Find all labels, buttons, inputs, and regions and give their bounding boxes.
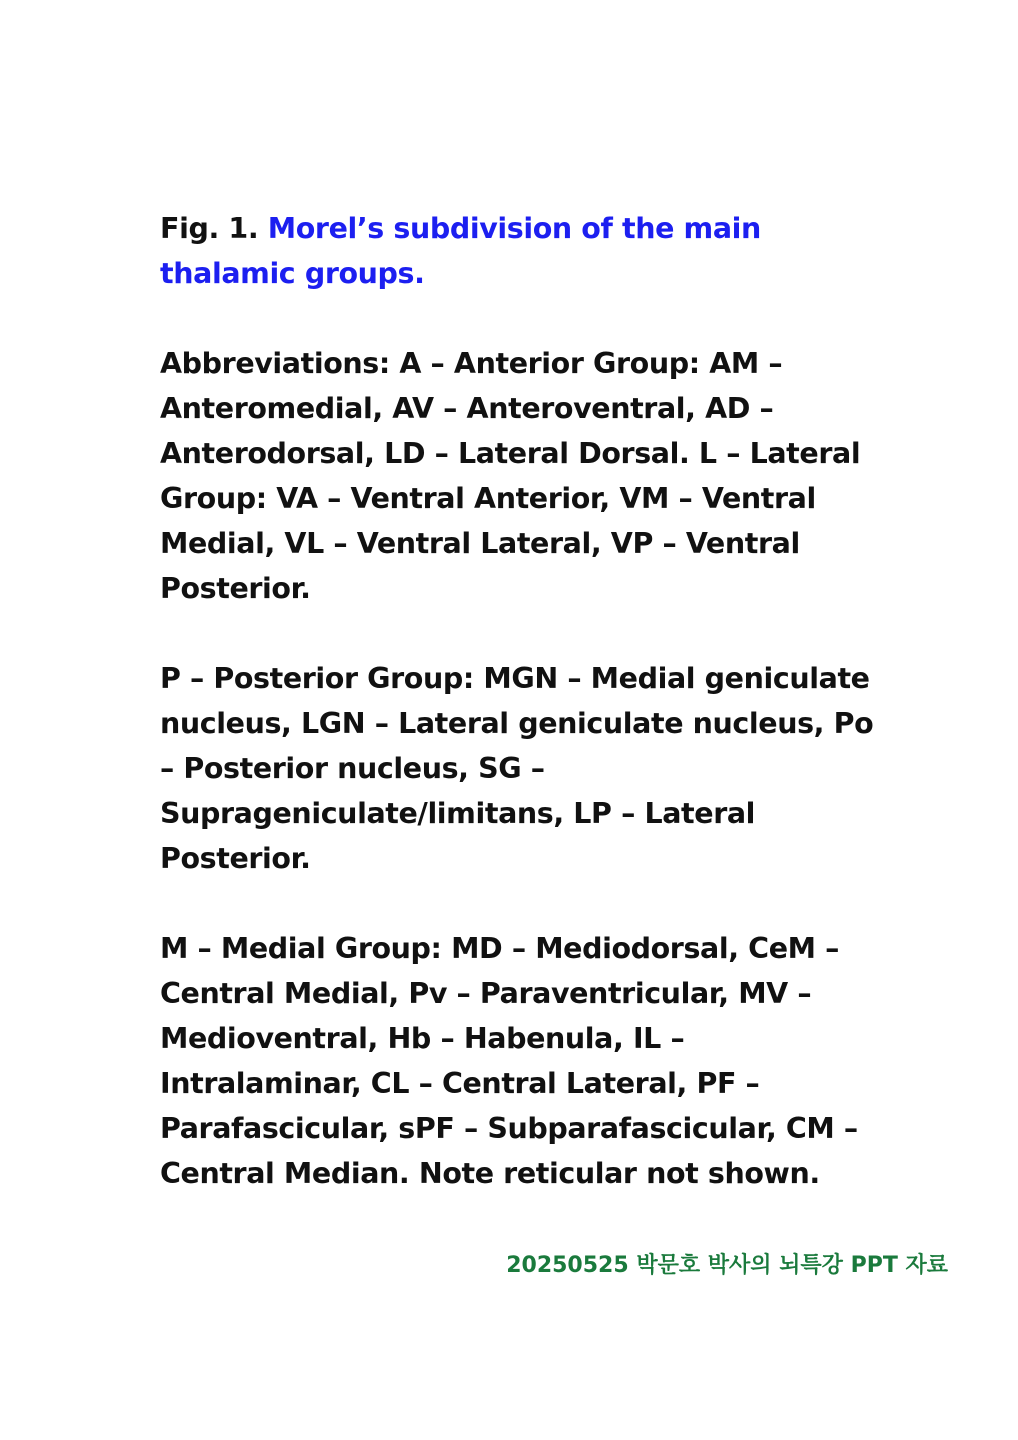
figure-caption: Morel’s subdivision of the main thalamic groups. bbox=[160, 212, 761, 290]
abbreviations-anterior-lateral: Abbreviations: A – Anterior Group: AM – Anteromedial, AV – Anteroventral, AD – Anterodorsal, LD – Lateral Dorsal. L – Lateral Group: VA – Ventral Anterior, VM – Ventral Medial, VL – Ventral Lateral, VP – Ventral Posterior. bbox=[160, 347, 861, 605]
source-footer: 20250525 박문호 박사의 뇌특강 PPT 자료 bbox=[506, 1253, 948, 1278]
abbreviations-posterior: P – Posterior Group: MGN – Medial geniculate nucleus, LGN – Lateral geniculate nucleus, Po – Posterior nucleus, SG – Suprageniculate/limitans, LP – Lateral Posterior. bbox=[160, 662, 874, 875]
figure-label: Fig. 1. bbox=[160, 212, 259, 245]
document-body bbox=[160, 206, 880, 1196]
abbreviations-medial: M – Medial Group: MD – Mediodorsal, CeM – Central Medial, Pv – Paraventricular, MV – Medioventral, Hb – Habenula, IL – Intralaminar, CL – Central Lateral, PF – Parafascicular, sPF – Subparafascicular, CM – Central Median. Note reticular not shown. bbox=[160, 932, 858, 1190]
figure-title bbox=[160, 206, 880, 296]
